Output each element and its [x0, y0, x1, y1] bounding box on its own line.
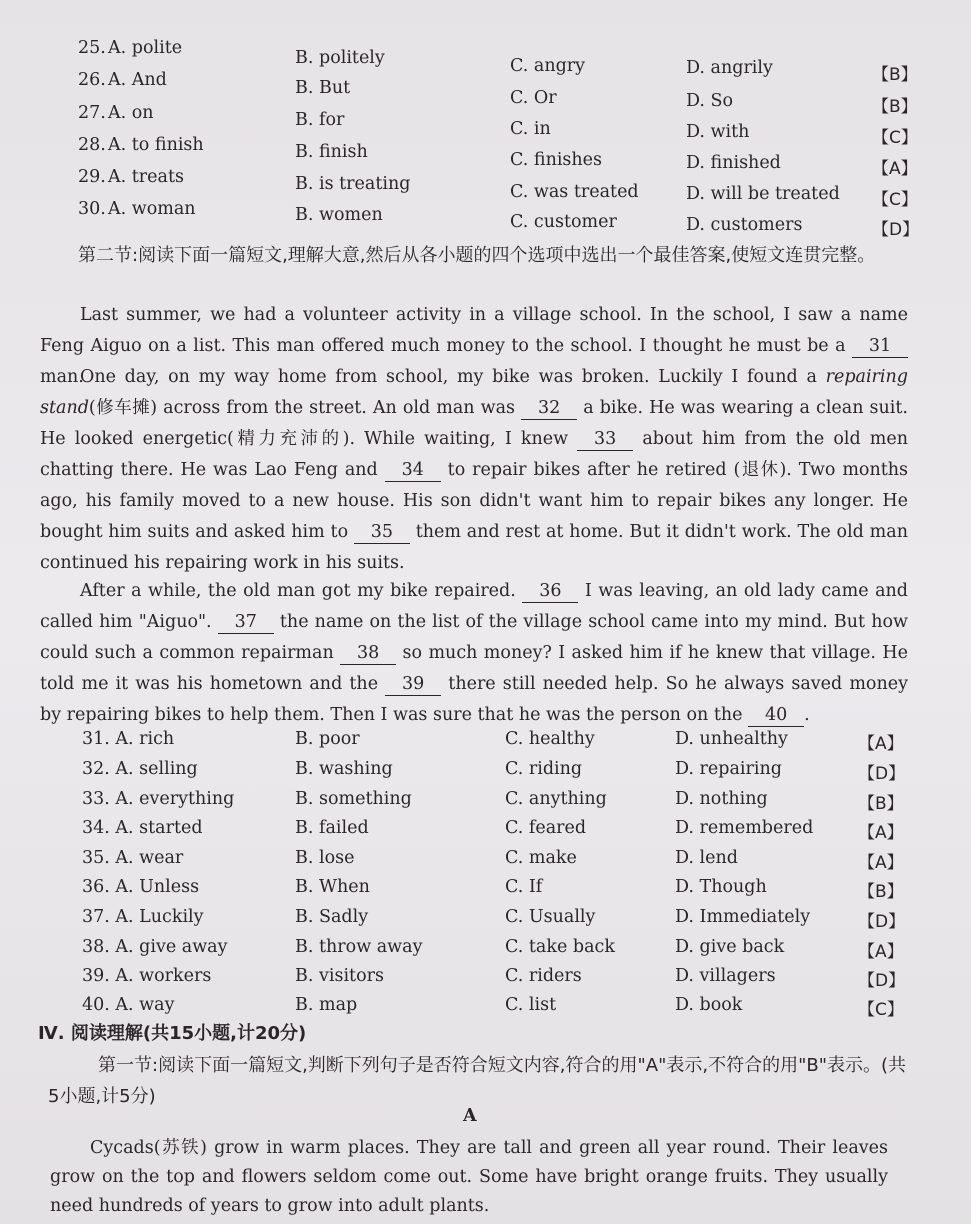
option-row-36 [0, 877, 971, 907]
question-number: 28. [78, 135, 106, 155]
answer-key: 【B】 [858, 794, 904, 814]
option-c: C. take back [505, 937, 615, 957]
answer-key: 【A】 [858, 823, 904, 843]
option-b: B. something [295, 789, 412, 809]
option-c: C. make [505, 848, 577, 868]
blank-31: 31 [852, 335, 908, 358]
option-b: B. politely [295, 48, 385, 68]
blank-35: 35 [354, 521, 410, 544]
option-c: C. finishes [510, 150, 603, 170]
part4-title: Ⅳ. 阅读理解(共15小题,计20分) [38, 1023, 307, 1044]
passage-text: there still needed help. So he always saved money by repairing bikes to help them. Then I was sure that he was the person on the [40, 674, 908, 725]
option-b: B. throw away [295, 937, 423, 957]
option-a: A. And [108, 70, 167, 90]
passage-text: man. [40, 367, 84, 387]
option-row-38 [0, 937, 971, 967]
option-a: A. treats [108, 167, 184, 187]
option-b: B. Sadly [295, 907, 369, 927]
option-row-32 [0, 759, 971, 789]
option-a: 38. A. give away [82, 937, 228, 957]
answer-key: 【D】 [858, 764, 906, 784]
option-b: B. for [295, 110, 345, 130]
option-c: C. was treated [510, 182, 639, 202]
question-number: 27. [78, 103, 106, 123]
passage-italic: repairing stand [40, 367, 908, 418]
option-d: D. unhealthy [675, 729, 788, 749]
option-a: A. to finish [108, 135, 204, 155]
passage-text: the name on the list of the village school came into my mind. But how could such a common repairman [40, 612, 908, 663]
option-c: C. list [505, 995, 557, 1015]
option-a: 40. A. way [82, 995, 175, 1015]
question-number: 30. [78, 199, 106, 219]
option-b: B. poor [295, 729, 360, 749]
option-row-34 [0, 818, 971, 848]
option-d: D. remembered [675, 818, 814, 838]
answer-key: 【D】 [858, 971, 906, 991]
option-b: B. finish [295, 142, 368, 162]
option-c: C. angry [510, 56, 586, 76]
blank-32: 32 [521, 397, 577, 420]
option-a: 37. A. Luckily [82, 907, 204, 927]
option-b: B. is treating [295, 174, 411, 194]
option-d: D. angrily [686, 58, 773, 78]
question-number: 29. [78, 167, 106, 187]
blank-34: 34 [385, 459, 441, 482]
answer-key: 【C】 [872, 128, 918, 148]
option-d: D. will be treated [686, 184, 840, 204]
option-a: 35. A. wear [82, 848, 184, 868]
option-row-30 [0, 199, 971, 240]
passage-text: After a while, the old man got my bike repaired. [80, 581, 516, 601]
blank-37: 37 [218, 611, 274, 634]
option-b: B. failed [295, 818, 369, 838]
option-a: 36. A. Unless [82, 877, 200, 897]
option-c: C. anything [505, 789, 607, 809]
answer-key: 【A】 [858, 853, 904, 873]
option-d: D. So [686, 91, 734, 111]
option-c: C. Or [510, 88, 557, 108]
option-d: D. repairing [675, 759, 782, 779]
passage-text: One day, on my way home from school, my bike was broken. Luckily I found a [80, 367, 817, 387]
passage-text: Last summer, we had a volunteer activity in a village school. In the school, I saw a name Feng Aiguo on a list. This man offered much money to the school. I thought he must be a [40, 305, 908, 356]
passage-text: so much money? I asked him if he knew that village. He told me it was his hometown and the [40, 643, 908, 694]
passage-text: (修车摊) across from the street. An old man was [88, 398, 516, 418]
answer-key: 【C】 [858, 1000, 904, 1020]
option-c: C. If [505, 877, 543, 897]
passage-paragraph-2 [40, 362, 908, 579]
option-c: C. riders [505, 966, 582, 986]
passage-paragraph-3 [40, 576, 908, 731]
option-b: B. visitors [295, 966, 384, 986]
option-a: 39. A. workers [82, 966, 212, 986]
option-row-33 [0, 789, 971, 819]
answer-key: 【C】 [872, 190, 918, 210]
option-d: D. give back [675, 937, 785, 957]
passage-text: . [804, 705, 810, 725]
passage-text: I was leaving, an old lady came and called him "Aiguo". [40, 581, 908, 632]
answer-key: 【D】 [872, 220, 920, 240]
section2-heading: 第二节:阅读下面一篇短文,理解大意,然后从各小题的四个选项中选出一个最佳答案,使短文连贯完整。 [78, 245, 876, 266]
passage-a-label: A [463, 1106, 477, 1126]
option-d: D. Though [675, 877, 767, 897]
option-row-35 [0, 848, 971, 878]
option-b: B. women [295, 205, 383, 225]
answer-key: 【D】 [858, 912, 906, 932]
answer-key: 【B】 [858, 882, 904, 902]
option-b: B. When [295, 877, 370, 897]
blank-39: 39 [385, 673, 441, 696]
passage-text: a bike. He was wearing a clean suit. He looked energetic(精力充沛的). While waiting, I knew [40, 398, 908, 449]
option-c: C. customer [510, 212, 617, 232]
option-c: C. healthy [505, 729, 595, 749]
option-d: D. book [675, 995, 743, 1015]
option-d: D. lend [675, 848, 738, 868]
option-a: A. polite [108, 38, 183, 58]
passage-text: them and rest at home. But it didn't work. The old man continued his repairing work in his suits. [40, 522, 908, 573]
option-b: B. washing [295, 759, 393, 779]
answer-key: 【A】 [872, 159, 918, 179]
option-c: C. riding [505, 759, 583, 779]
option-d: D. finished [686, 153, 781, 173]
option-d: D. customers [686, 215, 803, 235]
option-row-37 [0, 907, 971, 937]
option-a: 34. A. started [82, 818, 203, 838]
part4-instructions: 第一节:阅读下面一篇短文,判断下列句子是否符合短文内容,符合的用"A"表示,不符合的用"B"表示。(共5小题,计5分) [48, 1055, 907, 1107]
passage-text: to repair bikes after he retired (退休). Two months ago, his family moved to a new house. His son didn't want him to repair bikes any longer. He bought him suits and asked him to [40, 460, 908, 542]
blank-38: 38 [340, 642, 396, 665]
blank-36: 36 [522, 580, 578, 603]
question-number: 25. [78, 38, 106, 58]
option-d: D. Immediately [675, 907, 811, 927]
option-b: B. But [295, 78, 351, 98]
option-c: C. feared [505, 818, 587, 838]
option-d: D. villagers [675, 966, 776, 986]
option-row-31 [0, 729, 971, 759]
passage-text: about him from the old men chatting there. He was Lao Feng and [40, 429, 908, 480]
answer-key: 【A】 [858, 942, 904, 962]
option-a: 32. A. selling [82, 759, 198, 779]
option-d: D. nothing [675, 789, 768, 809]
option-a: A. woman [108, 199, 196, 219]
option-c: C. Usually [505, 907, 596, 927]
answer-key: 【B】 [872, 65, 918, 85]
option-a: 33. A. everything [82, 789, 235, 809]
option-d: D. with [686, 122, 750, 142]
answer-key: 【B】 [872, 97, 918, 117]
answer-key: 【A】 [858, 734, 904, 754]
question-number: 26. [78, 70, 106, 90]
passage-a-text: Cycads(苏铁) grow in warm places. They are tall and green all year round. Their leaves grow on the top and flowers seldom come out. Some have bright orange fruits. They usually need hundreds of years to grow into adult plants. [50, 1138, 888, 1216]
option-c: C. in [510, 119, 551, 139]
blank-40: 40 [748, 704, 804, 727]
option-b: B. map [295, 995, 358, 1015]
option-row-39 [0, 966, 971, 996]
blank-33: 33 [577, 428, 633, 451]
option-a: A. on [108, 103, 154, 123]
option-a: 31. A. rich [82, 729, 175, 749]
option-b: B. lose [295, 848, 355, 868]
